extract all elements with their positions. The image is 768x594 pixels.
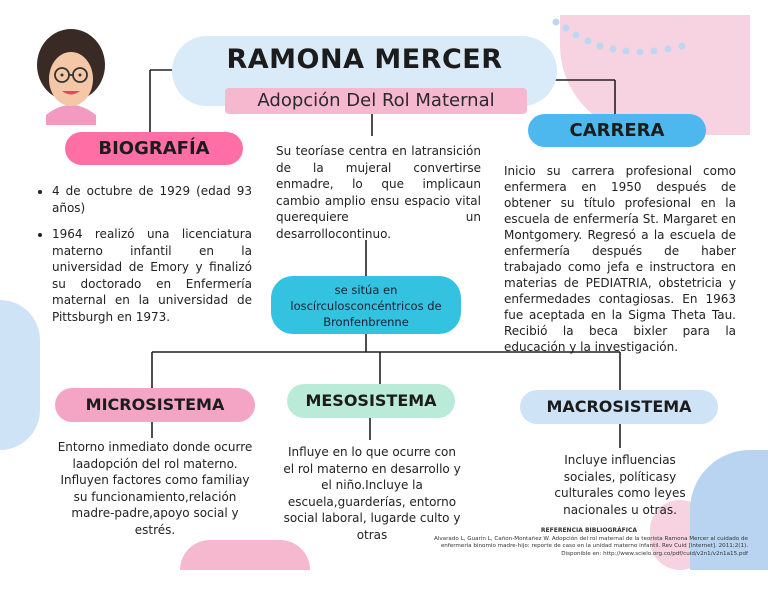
carrera-text: Inicio su carrera profesional como enfermera en 1950 después de obtener su título profesional en la escuela de enfermería St. Margaret en Montgomery. Regresó a la escuela de enfermería después de haber trabajado como jefa e instructora en materias de PEDIATRIA, obstetricia y enfermedades contagiosas. En 1963 fue aceptada en la Sigma Theta Tau. Recibió la beca bixler para la educación y la investigación.	[504, 164, 736, 354]
reference	[430, 527, 748, 558]
center-node-text: se sitúa en loscírculosconcéntricos de Bronfenbrenne	[290, 283, 442, 329]
reference-text: Alvarado L, Guarín L, Cañon-Montañez W. Adopción del rol maternal de la teorista Ramona Mercer al cuidado de enfermería binomio madre-hijo: reporte de caso en la unidad materno infantil. Rev Cuid [Internet]. 2011;2(1). Disponible en: http://www.scielo.org.co/pdf/cuid/v2n1/v2n1a15.pdf	[433, 535, 748, 557]
ramona-mercer-portrait-icon	[37, 29, 105, 125]
macrosistema-text: Incluye influencias sociales, políticasy culturales como leyes nacionales u otras.	[554, 453, 686, 517]
list-item: • 4 de octubre de 1929 (edad 93 años)	[52, 183, 252, 216]
mesosistema-header: MESOSISTEMA	[287, 384, 455, 418]
reference-title: REFERENCIA BIBLIOGRÁFICA	[540, 527, 638, 534]
microsistema-text: Entorno inmediato donde ocurre laadopción del rol materno. Influyen factores como familiay su funcionamiento,relación madre-padre,apoyo social y estrés.	[57, 440, 253, 537]
biografia-header: BIOGRAFÍA	[65, 132, 243, 165]
list-item: • 1964 realizó una licenciatura materno infantil en la universidad de Emory y finalizó su doctorado en Enfermería maternal en la universidad de Pittsburgh en 1973.	[52, 226, 252, 325]
page-subtitle: Adopción Del Rol Maternal	[257, 90, 495, 111]
mesosistema-text: Influye en lo que ocurre con el rol materno en desarrollo y el niño.Incluye la escuela,guarderías, entorno social laboral, lugarde culto y otras	[283, 445, 461, 542]
page-title: RAMONA MERCER	[226, 44, 503, 75]
microsistema-header: MICROSISTEMA	[55, 388, 255, 422]
theory-description: Su teoríase centra en latransición de la mujeral convertirse enmadre, lo que implicaun cambio amplio ensu espacio vital querequiere un desarrollocontinuo.	[276, 144, 481, 241]
avatar	[28, 25, 114, 125]
carrera-header: CARRERA	[528, 114, 706, 147]
macrosistema-header: MACROSISTEMA	[520, 390, 718, 424]
biografia-list	[36, 183, 252, 335]
